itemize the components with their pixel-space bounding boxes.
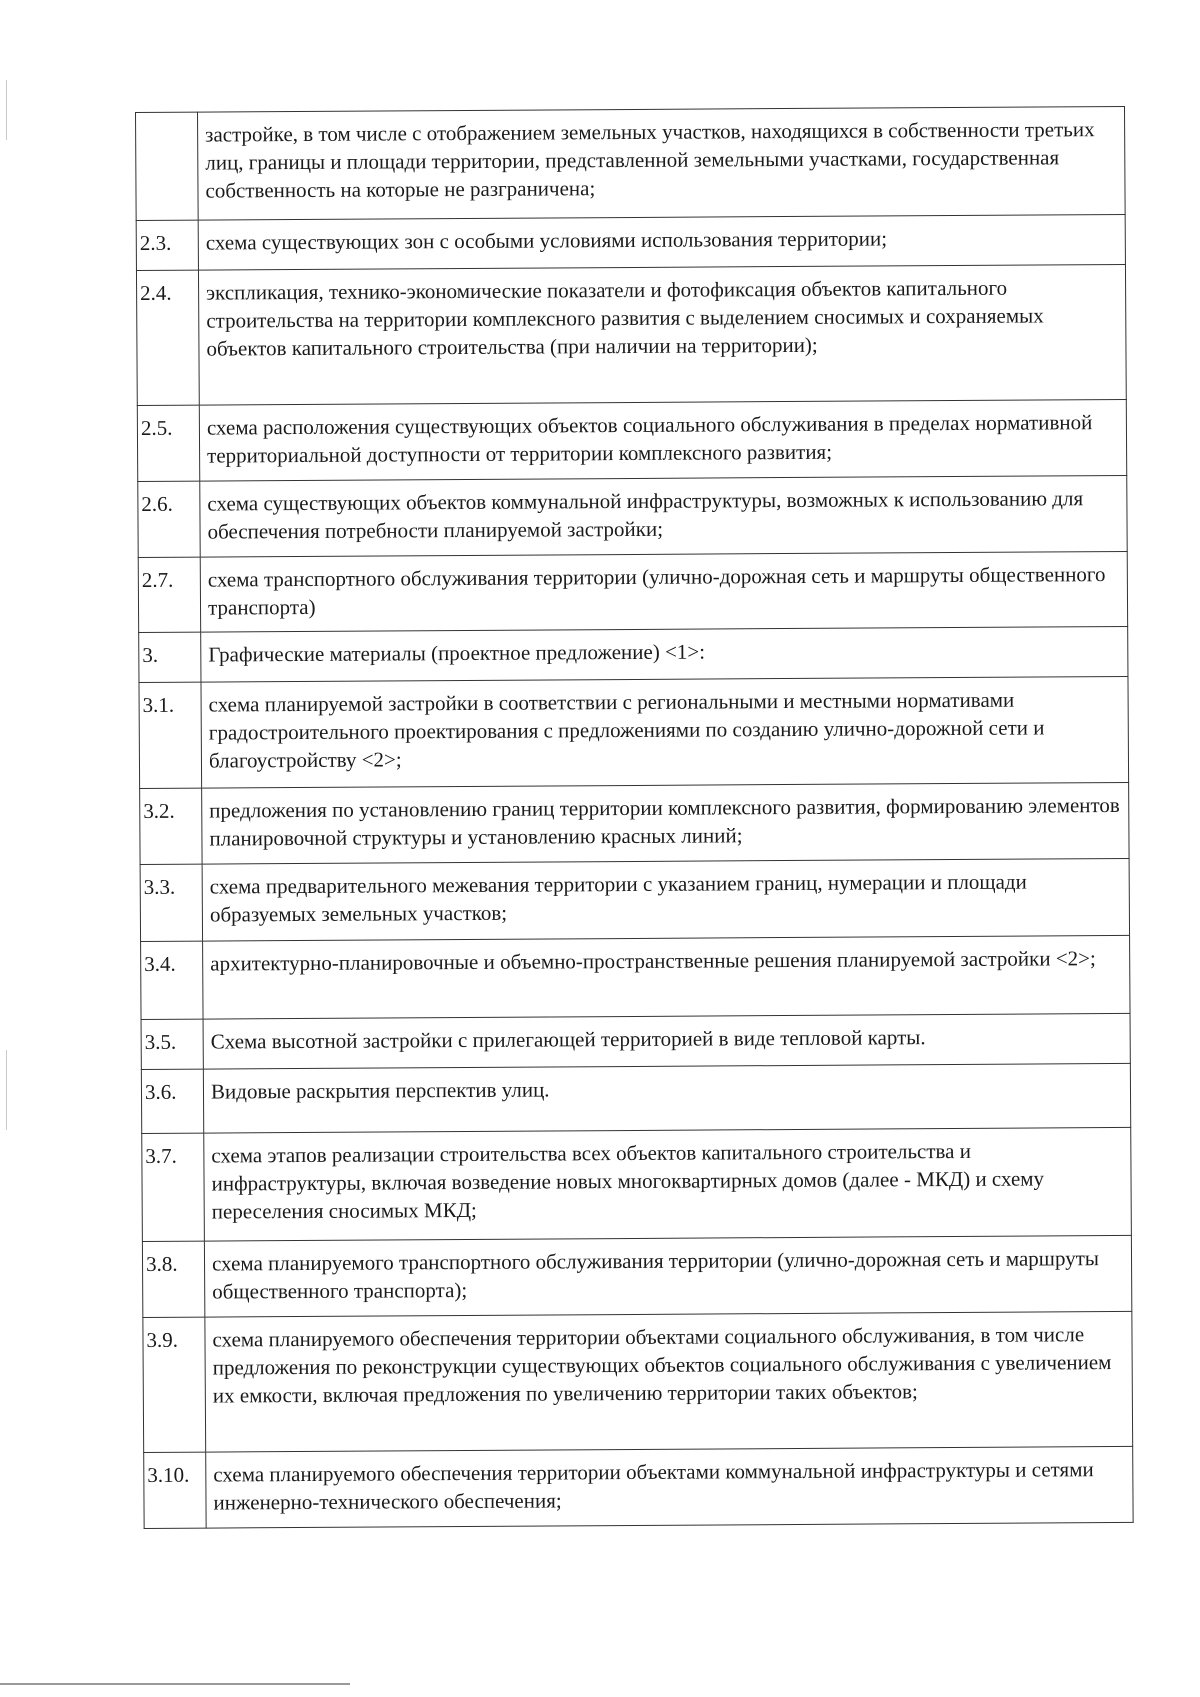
row-text: Схема высотной застройки с прилегающей территорией в виде тепловой карты.	[203, 1013, 1130, 1069]
row-number: 2.7.	[138, 557, 200, 632]
row-text: экспликация, технико-экономические показатели и фотофиксация объектов капитального строительства на территории комплексного развития с выделением сносимых и сохраняемых объектов капитального строительства (при наличии на территории);	[198, 264, 1126, 405]
table-row	[139, 676, 1129, 788]
row-text: архитектурно-планировочные и объемно-пространственные решения планируемой застройки <2>;	[203, 935, 1130, 1019]
table-row	[136, 106, 1126, 220]
row-number: 3.8.	[142, 1241, 204, 1317]
table-row	[139, 626, 1128, 682]
table-row	[136, 214, 1125, 270]
table-row	[138, 475, 1127, 557]
row-text: схема планируемой застройки в соответствии с региональными и местными нормативами градостроительного проектирования с предложениями по созданию улично-дорожной сети и благоустройству <2>;	[201, 676, 1129, 788]
row-text: схема транспортного обслуживания территории (улично-дорожная сеть и маршруты общественного транспорта)	[200, 551, 1127, 632]
row-number: 3.7.	[142, 1133, 205, 1241]
scan-edge-mark	[6, 80, 7, 140]
row-text: схема предварительного межевания территории с указанием границ, нумерации и площади образуемых земельных участков;	[202, 858, 1129, 941]
table-row	[138, 551, 1127, 632]
row-text: схема существующих зон с особыми условиями использования территории;	[198, 214, 1125, 270]
row-text: предложения по установлению границ территории комплексного развития, формированию элементов планировочной структуры и установлению красных линий;	[202, 782, 1129, 864]
row-number: 3.	[139, 632, 201, 682]
table-row	[137, 399, 1126, 481]
row-text: схема существующих объектов коммунальной инфраструктуры, возможных к использованию для обеспечения потребности планируемой застройки;	[200, 475, 1127, 557]
row-text: схема планируемого обеспечения территории объектами социального обслуживания, в том числе предложения по реконструкции существующих объектов социального обслуживания с увеличением их емкости, включая предложения по увеличению территории таких объектов;	[205, 1311, 1133, 1452]
row-number: 2.5.	[137, 405, 199, 481]
scan-edge-line	[0, 1683, 350, 1685]
row-number: 3.2.	[140, 788, 202, 864]
table-row	[140, 858, 1129, 941]
row-number: 3.9.	[143, 1317, 206, 1452]
row-number: 2.3.	[136, 220, 198, 270]
materials-table	[135, 106, 1134, 1529]
row-text: схема планируемого транспортного обслуживания территории (улично-дорожная сеть и маршруты общественного транспорта);	[204, 1235, 1131, 1317]
table-row	[142, 1235, 1131, 1317]
row-number: 3.10.	[144, 1452, 206, 1528]
row-number: 3.5.	[141, 1019, 203, 1069]
row-number: 2.4.	[136, 270, 199, 405]
row-text: застройке, в том числе с отображением земельных участков, находящихся в собственности третьих лиц, границы и площади территории, представленной земельными участками, государственная собственность на которые не разграничена;	[198, 106, 1126, 220]
row-text: Графические материалы (проектное предложение) <1>:	[201, 626, 1128, 682]
table-row	[143, 1311, 1133, 1452]
row-number: 3.1.	[139, 682, 202, 788]
row-text: схема этапов реализации строительства всех объектов капитального строительства и инфраструктуры, включая возведение новых многоквартирных домов (далее - МКД) и схему переселения сносимых МКД;	[204, 1127, 1132, 1241]
row-text: Видовые раскрытия перспектив улиц.	[203, 1063, 1130, 1133]
table-row	[140, 782, 1129, 864]
table-row	[142, 1127, 1132, 1241]
table-row	[141, 1063, 1130, 1133]
row-text: схема расположения существующих объектов социального обслуживания в пределах нормативной территориальной доступности от территории комплексного развития;	[199, 399, 1126, 481]
row-text: схема планируемого обеспечения территории объектами коммунальной инфраструктуры и сетями инженерно-технического обеспечения;	[206, 1446, 1133, 1528]
table-row	[136, 264, 1126, 405]
row-number: 2.6.	[138, 481, 200, 557]
row-number: 3.6.	[141, 1069, 203, 1133]
table-row	[141, 1013, 1130, 1069]
row-number: 3.3.	[140, 864, 202, 941]
scan-edge-mark	[6, 1050, 7, 1130]
row-number: 3.4.	[141, 941, 203, 1019]
row-number	[136, 112, 199, 220]
table-row	[141, 935, 1130, 1019]
table-row	[144, 1446, 1133, 1528]
